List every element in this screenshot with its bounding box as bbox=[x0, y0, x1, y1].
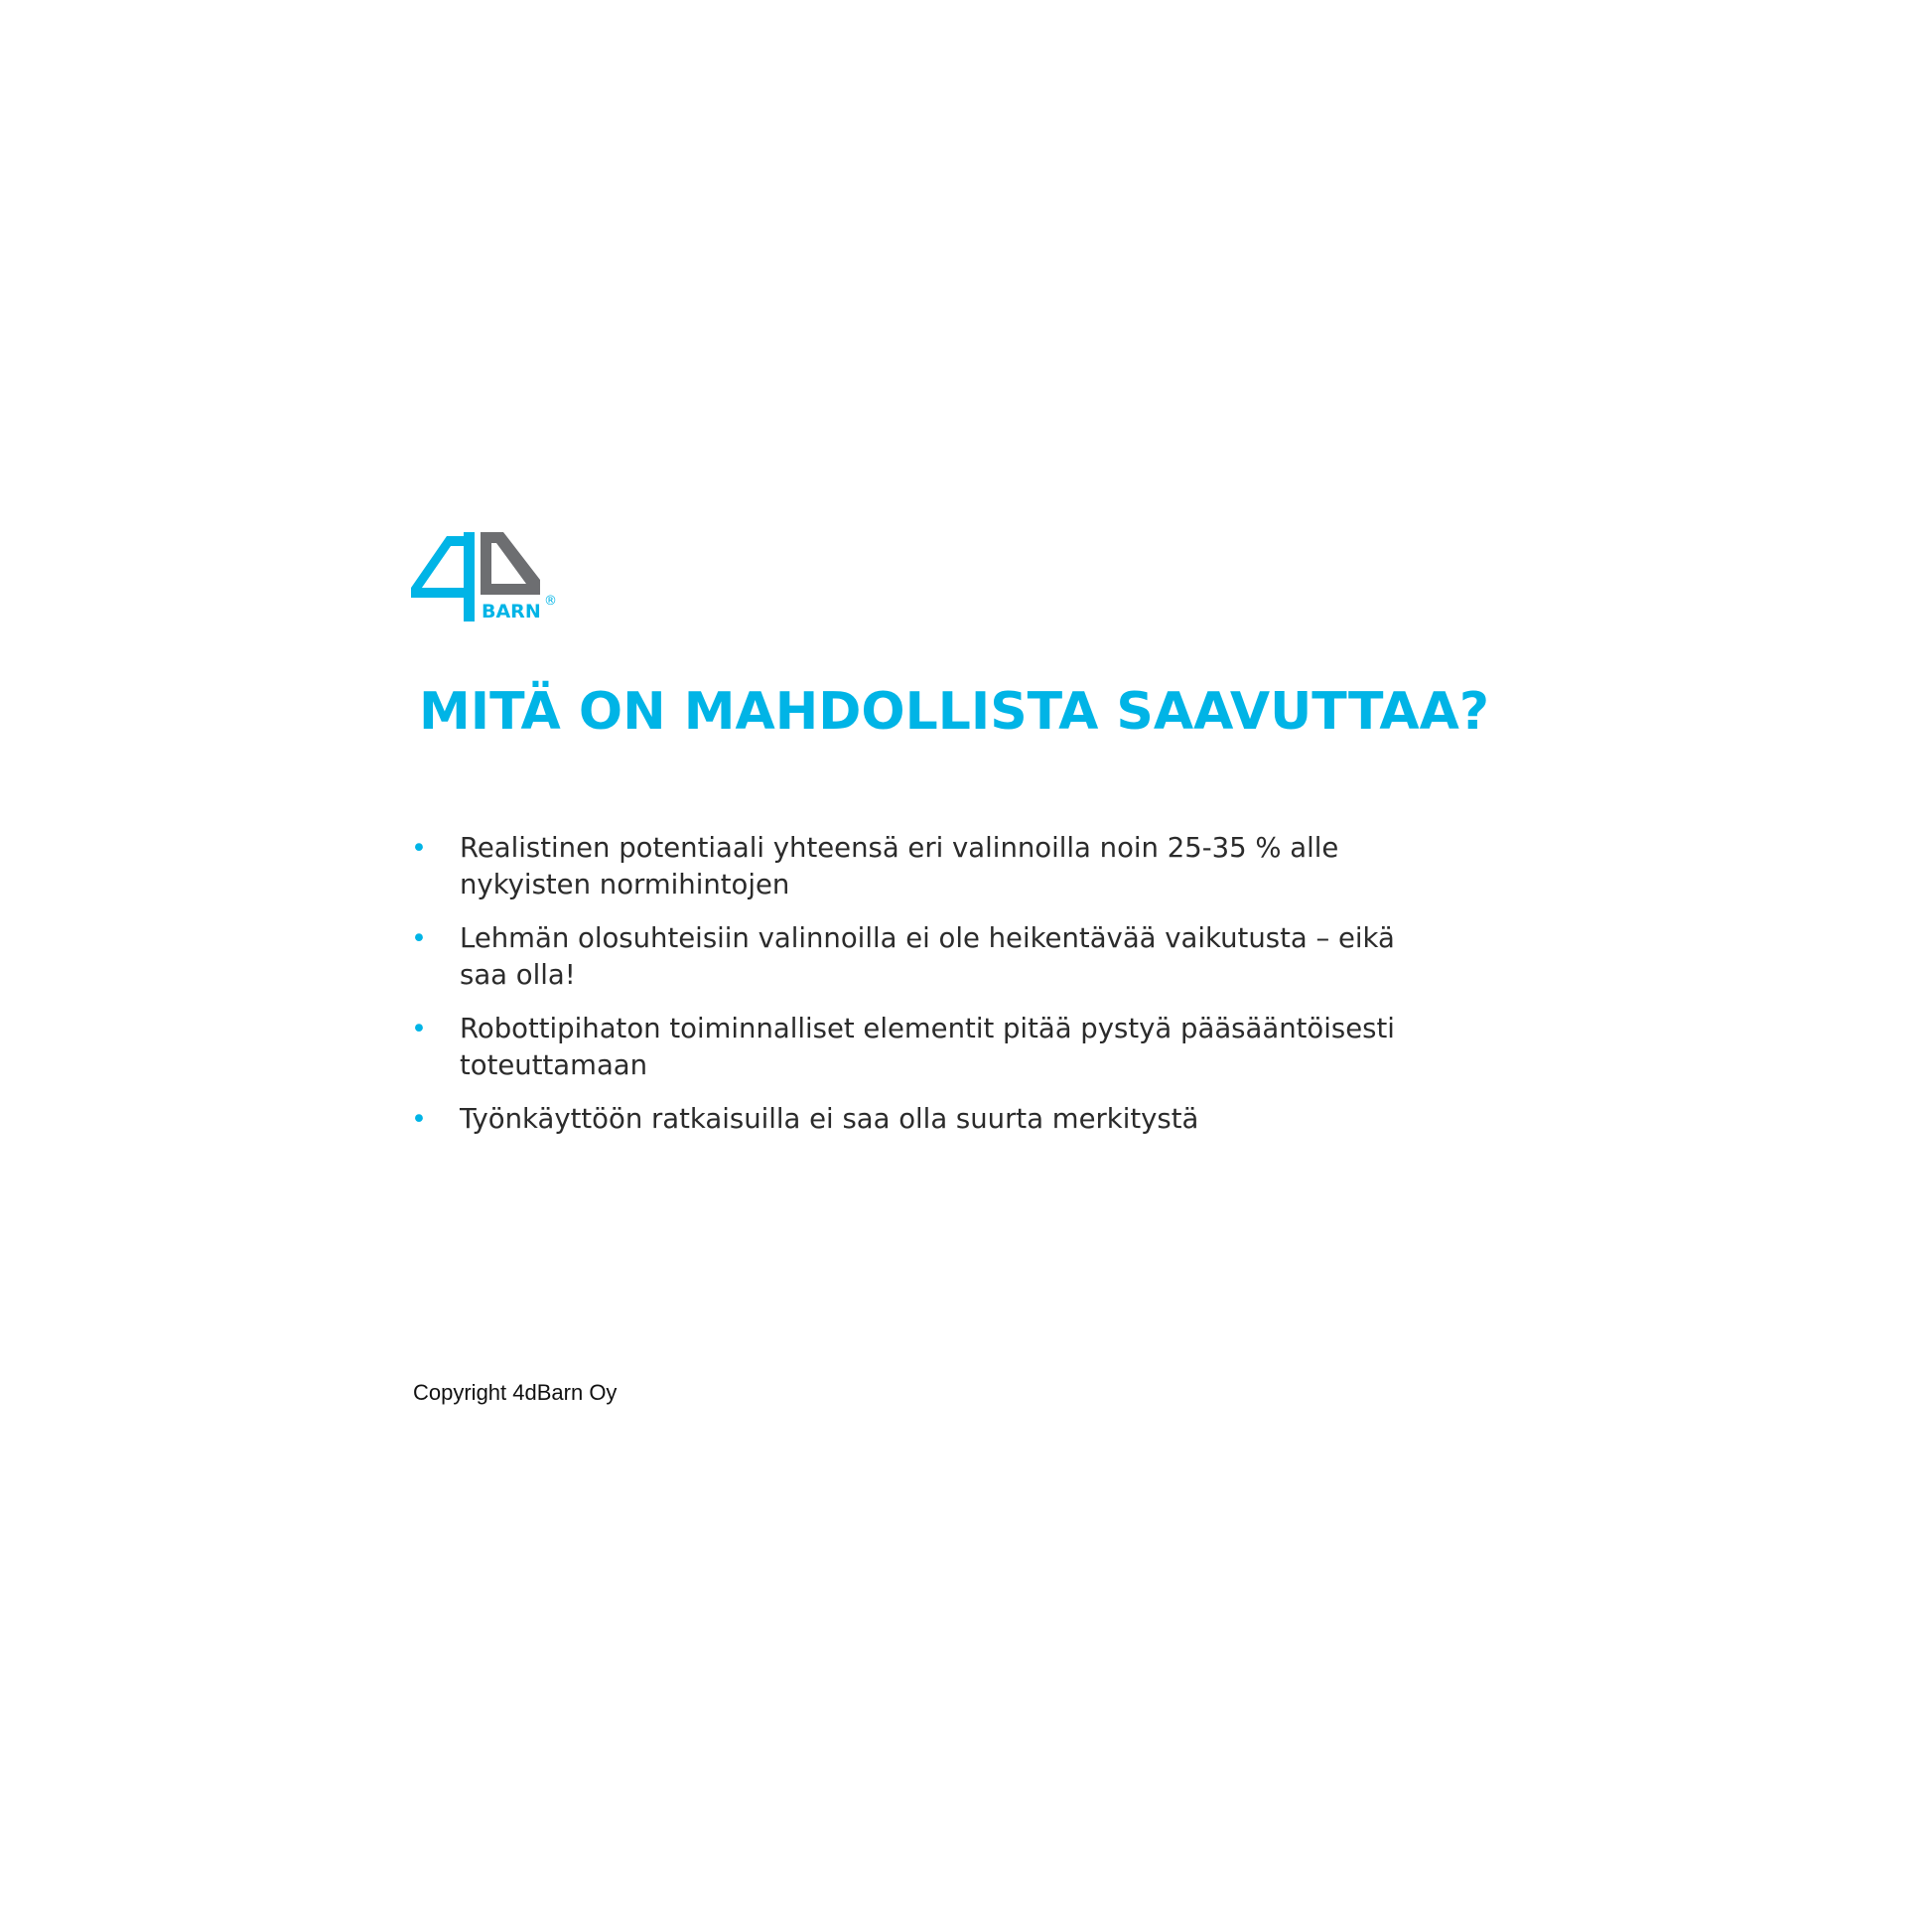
company-logo bbox=[411, 532, 560, 621]
bullet-dot-icon: • bbox=[411, 1014, 427, 1044]
bullet-dot-icon: • bbox=[411, 923, 427, 954]
slide-title: MITÄ ON MAHDOLLISTA SAAVUTTAA? bbox=[419, 682, 1490, 742]
bullet-item bbox=[411, 830, 1523, 903]
bullet-dot-icon: • bbox=[411, 833, 427, 864]
4dbarn-logo-icon bbox=[411, 532, 560, 621]
logo-wordmark: BARN bbox=[482, 601, 541, 621]
bullet-line: Työnkäyttöön ratkaisuilla ei saa olla suurta merkitystä bbox=[460, 1103, 1199, 1135]
bullet-line: Lehmän olosuhteisiin valinnoilla ei ole heikentävää vaikutusta – eikä bbox=[460, 922, 1395, 954]
bullet-line: saa olla! bbox=[460, 959, 576, 991]
registered-mark: ® bbox=[544, 594, 557, 609]
bullet-line: toteuttamaan bbox=[460, 1049, 648, 1081]
bullet-line: Realistinen potentiaali yhteensä eri valinnoilla noin 25-35 % alle bbox=[460, 832, 1339, 864]
bullet-line: nykyisten normihintojen bbox=[460, 869, 790, 900]
copyright-text: Copyright 4dBarn Oy bbox=[413, 1380, 618, 1405]
bullet-item bbox=[411, 920, 1523, 994]
bullet-item bbox=[411, 1011, 1523, 1084]
bullet-line: Robottipihaton toiminnalliset elementit pitää pystyä pääsääntöisesti bbox=[460, 1013, 1395, 1044]
bullet-list bbox=[411, 830, 1523, 1155]
bullet-dot-icon: • bbox=[411, 1104, 427, 1135]
bullet-item bbox=[411, 1101, 1523, 1138]
